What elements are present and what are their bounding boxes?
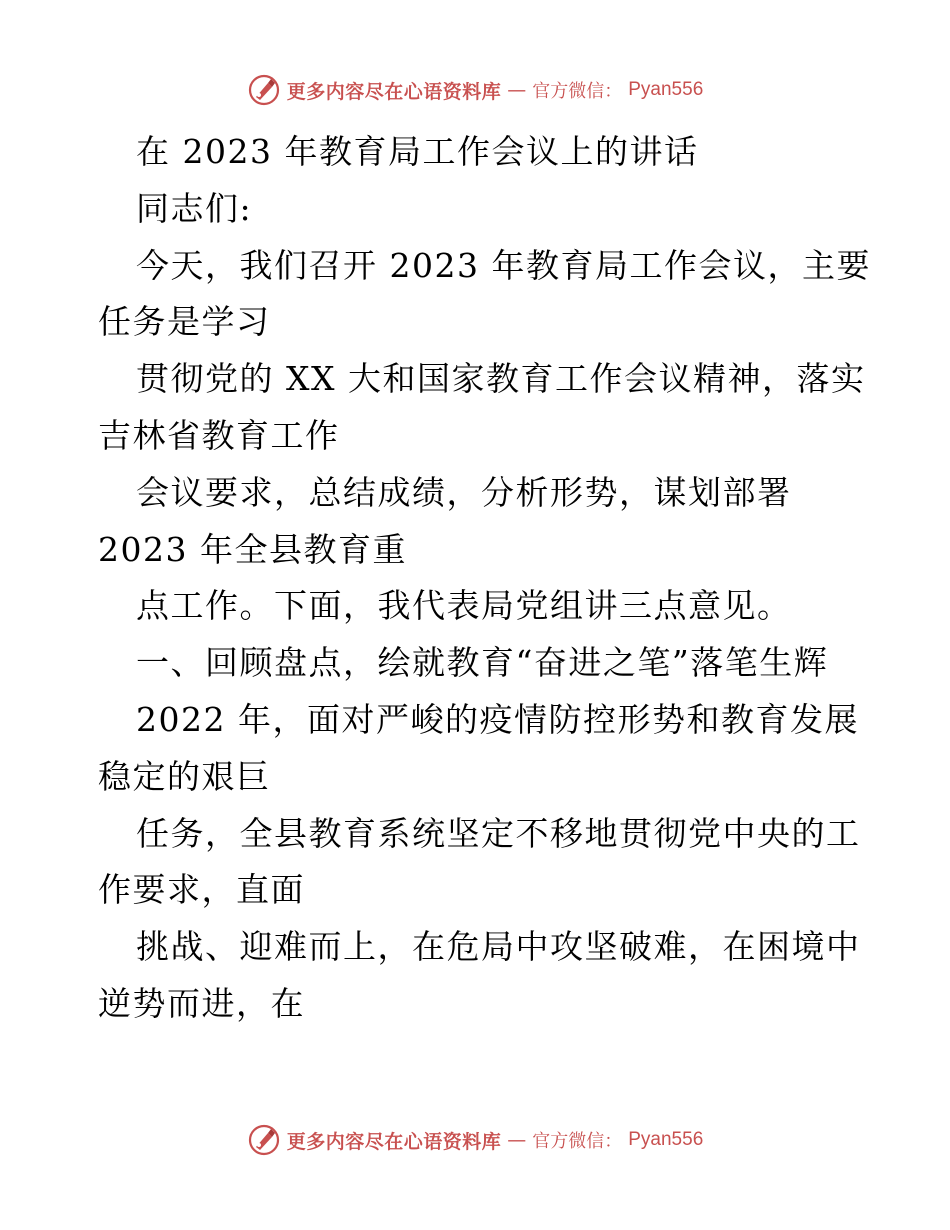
document-line: 逆势而进，在 <box>98 983 305 1023</box>
document-line: 2023 年全县教育重 <box>98 529 407 569</box>
watermark-site-text: 更多内容尽在心语资料库 <box>286 1130 502 1153</box>
document-line-salutation: 同志们: <box>136 188 253 228</box>
footer-watermark <box>0 1120 950 1160</box>
watermark-label: 官方微信： <box>532 1131 623 1152</box>
document-line: 2022 年，面对严峻的疫情防控形势和教育发展 <box>136 699 859 739</box>
document-line: 任务，全县教育系统坚定不移地贯彻党中央的工 <box>136 813 861 853</box>
watermark-label: 官方微信： <box>532 81 623 102</box>
document-line-section-heading: 一、回顾盘点，绘就教育“奋进之笔”落笔生辉 <box>136 643 829 683</box>
document-line: 会议要求，总结成绩，分析形势，谋划部署 <box>136 472 792 512</box>
document-line: 稳定的艰巨 <box>98 756 271 796</box>
document-line: 作要求，直面 <box>98 870 305 910</box>
pen-nib-logo-icon <box>247 1123 281 1157</box>
header-watermark <box>0 70 950 110</box>
watermark-separator: — <box>507 79 527 101</box>
document-line: 点工作。下面，我代表局党组讲三点意见。 <box>136 586 792 626</box>
pen-nib-logo-icon <box>247 73 281 107</box>
document-line: 吉林省教育工作 <box>98 415 340 455</box>
watermark-site-text: 更多内容尽在心语资料库 <box>286 80 502 103</box>
document-line: 贯彻党的 XX 大和国家教育工作会议精神，落实 <box>136 359 866 399</box>
document-line-title: 在 2023 年教育局工作会议上的讲话 <box>136 132 699 171</box>
watermark-separator: — <box>507 1129 527 1151</box>
document-line: 挑战、迎难而上，在危局中攻坚破难，在困境中 <box>136 927 861 967</box>
watermark-wechat-id: Pyan556 <box>628 79 704 100</box>
document-line: 任务是学习 <box>98 302 271 342</box>
watermark-wechat-id: Pyan556 <box>628 1129 704 1150</box>
document-line: 今天，我们召开 2023 年教育局工作会议，主要 <box>136 245 871 285</box>
document-body <box>98 124 871 1033</box>
